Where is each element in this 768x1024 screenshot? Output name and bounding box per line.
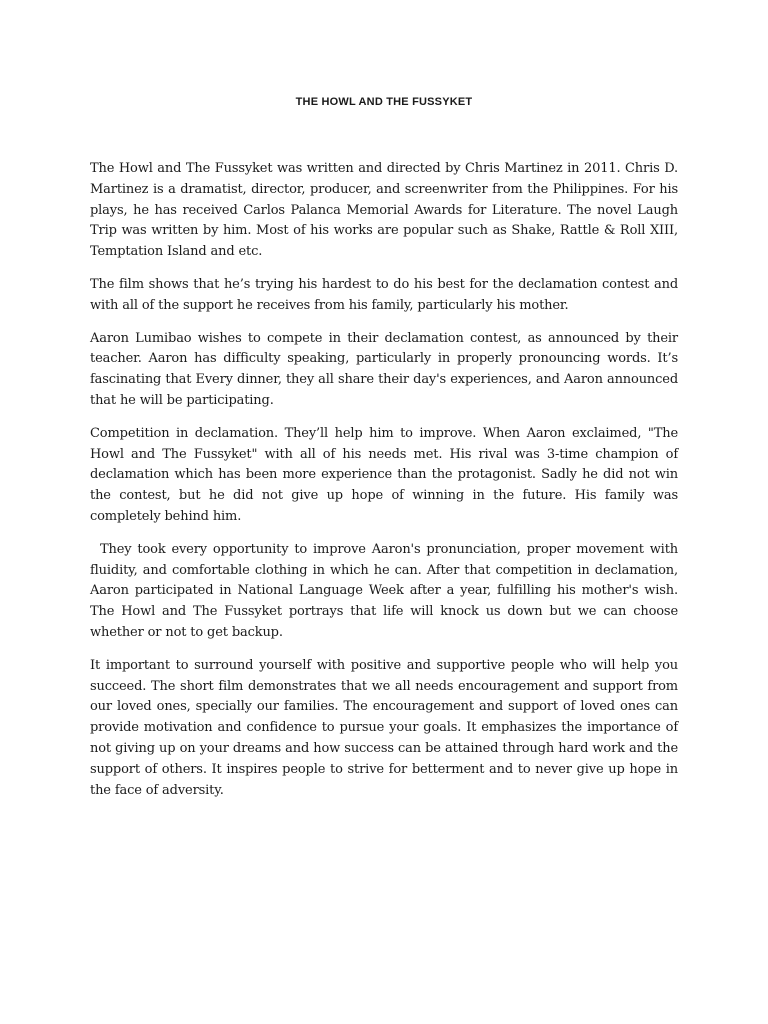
paragraph-aaron: Aaron Lumibao wishes to compete in their declamation contest, as announced by their teacher. Aaron has difficulty speaking, particularly in properly pronouncing words. It’s fascinating that Every dinner, they all share their day's experiences, and Aaron announced that he will be participating. [90, 330, 678, 408]
document-title: THE HOWL AND THE FUSSYKET [295, 96, 473, 108]
paragraph-intro: The Howl and The Fussyket was written and directed by Chris Martinez in 2011. Chris D. Martinez is a dramatist, director, producer, and screenwriter from the Philippines. For his plays, he has received Carlos Palanca Memorial Awards for Literature. The novel Laugh Trip was written by him. Most of his works are popular such as Shake, Rattle & Roll XIII, Temptation Island and etc. [90, 161, 678, 260]
paragraph-conclusion: It important to surround yourself with positive and supportive people who will help you succeed. The short film demonstrates that we all needs encouragement and support from our loved ones, specially our families. The encouragement and support of loved ones can provide motivation and confidence to pursue your goals. It emphasizes the importance of not giving up on your dreams and how success can be attained through hard work and the support of others. It inspires people to strive for betterment and to never give up hope in the face of adversity. [90, 657, 678, 798]
paragraph-film-summary: The film shows that he’s trying his hardest to do his best for the declamation contest and with all of the support he receives from his family, particularly his mother. [90, 276, 678, 313]
document-body [90, 159, 678, 801]
document-page [90, 0, 678, 813]
paragraph-competition: Competition in declamation. They’ll help him to improve. When Aaron exclaimed, "The Howl and The Fussyket" with all of his needs met. His rival was 3-time champion of declamation which has been more experience than the protagonist. Sadly he did not win the contest, but he did not give up hope of winning in the future. His family was completely behind him. [90, 425, 678, 524]
paragraph-opportunity: They took every opportunity to improve Aaron's pronunciation, proper movement with fluidity, and comfortable clothing in which he can. After that competition in declamation, Aaron participated in National Language Week after a year, fulfilling his mother's wish. The Howl and The Fussyket portrays that life will knock us down but we can choose whether or not to get backup. [90, 541, 678, 640]
